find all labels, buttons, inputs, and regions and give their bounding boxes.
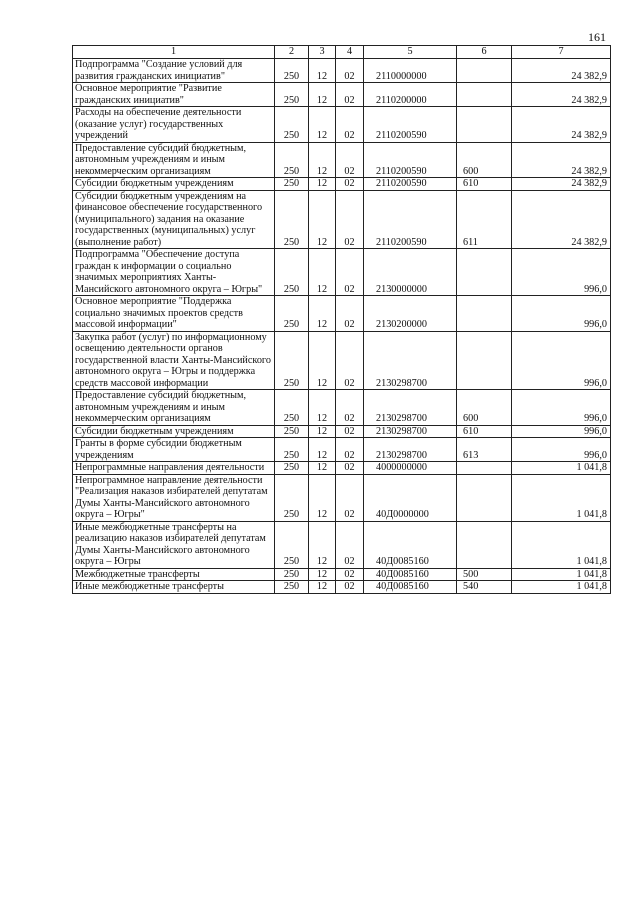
budget-table	[72, 45, 611, 594]
admin-code-cell: 250	[275, 59, 309, 83]
target-article-cell: 2130298700	[364, 331, 457, 390]
subsection-cell: 02	[336, 331, 364, 390]
row-name-cell: Предоставление субсидий бюджетным, автономным учреждениям и иным некоммерческим организациям	[73, 390, 275, 426]
expense-type-cell: 610	[457, 425, 512, 438]
subsection-cell: 02	[336, 438, 364, 462]
expense-type-cell	[457, 296, 512, 332]
row-name-cell: Субсидии бюджетным учреждениям	[73, 425, 275, 438]
admin-code-cell: 250	[275, 107, 309, 143]
column-header: 1	[73, 46, 275, 59]
row-name-cell: Основное мероприятие "Поддержка социально значимых проектов средств массовой информации"	[73, 296, 275, 332]
target-article-cell: 2130298700	[364, 425, 457, 438]
amount-cell: 24 382,9	[512, 190, 611, 249]
admin-code-cell: 250	[275, 425, 309, 438]
section-cell: 12	[309, 474, 336, 521]
table-row	[73, 390, 611, 426]
section-cell: 12	[309, 190, 336, 249]
target-article-cell: 2110200590	[364, 107, 457, 143]
target-article-cell: 2130200000	[364, 296, 457, 332]
column-header: 4	[336, 46, 364, 59]
table-row	[73, 581, 611, 594]
row-name-cell: Иные межбюджетные трансферты	[73, 581, 275, 594]
target-article-cell: 2110200000	[364, 83, 457, 107]
amount-cell: 24 382,9	[512, 59, 611, 83]
expense-type-cell	[457, 83, 512, 107]
target-article-cell: 40Д0000000	[364, 474, 457, 521]
column-header: 5	[364, 46, 457, 59]
table-row	[73, 296, 611, 332]
table-row	[73, 83, 611, 107]
subsection-cell: 02	[336, 425, 364, 438]
amount-cell: 1 041,8	[512, 462, 611, 475]
subsection-cell: 02	[336, 249, 364, 296]
row-name-cell: Подпрограмма "Обеспечение доступа граждан к информации о социально значимых мероприятиях Ханты-Мансийского автономного округа – Югры"	[73, 249, 275, 296]
row-name-cell: Предоставление субсидий бюджетным, автономным учреждениям и иным некоммерческим организациям	[73, 142, 275, 178]
expense-type-cell	[457, 107, 512, 143]
table-row	[73, 107, 611, 143]
table-row	[73, 178, 611, 191]
target-article-cell: 40Д0085160	[364, 568, 457, 581]
row-name-cell: Основное мероприятие "Развитие гражданских инициатив"	[73, 83, 275, 107]
row-name-cell: Субсидии бюджетным учреждениям на финансовое обеспечение государственного (муниципального) задания на оказание государственных (муниципальных) услуг (выполнение работ)	[73, 190, 275, 249]
amount-cell: 1 041,8	[512, 474, 611, 521]
admin-code-cell: 250	[275, 331, 309, 390]
expense-type-cell	[457, 462, 512, 475]
target-article-cell: 40Д0085160	[364, 521, 457, 568]
subsection-cell: 02	[336, 59, 364, 83]
target-article-cell: 40Д0085160	[364, 581, 457, 594]
section-cell: 12	[309, 59, 336, 83]
section-cell: 12	[309, 142, 336, 178]
column-header: 2	[275, 46, 309, 59]
table-row	[73, 568, 611, 581]
target-article-cell: 2110200590	[364, 190, 457, 249]
expense-type-cell	[457, 521, 512, 568]
row-name-cell: Субсидии бюджетным учреждениям	[73, 178, 275, 191]
target-article-cell: 2110200590	[364, 178, 457, 191]
expense-type-cell	[457, 474, 512, 521]
amount-cell: 996,0	[512, 331, 611, 390]
admin-code-cell: 250	[275, 249, 309, 296]
admin-code-cell: 250	[275, 521, 309, 568]
admin-code-cell: 250	[275, 438, 309, 462]
amount-cell: 996,0	[512, 390, 611, 426]
amount-cell: 996,0	[512, 296, 611, 332]
target-article-cell: 2110200590	[364, 142, 457, 178]
admin-code-cell: 250	[275, 462, 309, 475]
row-name-cell: Иные межбюджетные трансферты на реализацию наказов избирателей депутатам Думы Ханты-Мансийского автономного округа – Югры	[73, 521, 275, 568]
table-row	[73, 462, 611, 475]
page-number: 161	[588, 30, 606, 44]
expense-type-cell: 613	[457, 438, 512, 462]
amount-cell: 24 382,9	[512, 142, 611, 178]
row-name-cell: Подпрограмма "Создание условий для развития гражданских инициатив"	[73, 59, 275, 83]
subsection-cell: 02	[336, 190, 364, 249]
amount-cell: 1 041,8	[512, 521, 611, 568]
section-cell: 12	[309, 438, 336, 462]
row-name-cell: Закупка работ (услуг) по информационному освещению деятельности органов государственной власти Ханты-Мансийского автономного округа – Югры и поддержка средств массовой информации	[73, 331, 275, 390]
amount-cell: 996,0	[512, 438, 611, 462]
table-row	[73, 142, 611, 178]
row-name-cell: Непрограммные направления деятельности	[73, 462, 275, 475]
table-row	[73, 474, 611, 521]
section-cell: 12	[309, 83, 336, 107]
subsection-cell: 02	[336, 462, 364, 475]
expense-type-cell: 500	[457, 568, 512, 581]
table-row	[73, 425, 611, 438]
section-cell: 12	[309, 568, 336, 581]
column-header: 6	[457, 46, 512, 59]
row-name-cell: Непрограммное направление деятельности "Реализация наказов избирателей депутатам Думы Ханты-Мансийского автономного округа – Югры"	[73, 474, 275, 521]
table-row	[73, 249, 611, 296]
expense-type-cell: 600	[457, 142, 512, 178]
section-cell: 12	[309, 331, 336, 390]
table-header-row	[73, 46, 611, 59]
admin-code-cell: 250	[275, 83, 309, 107]
section-cell: 12	[309, 296, 336, 332]
admin-code-cell: 250	[275, 568, 309, 581]
expense-type-cell	[457, 249, 512, 296]
admin-code-cell: 250	[275, 142, 309, 178]
section-cell: 12	[309, 107, 336, 143]
subsection-cell: 02	[336, 142, 364, 178]
row-name-cell: Гранты в форме субсидии бюджетным учреждениям	[73, 438, 275, 462]
subsection-cell: 02	[336, 390, 364, 426]
table-row	[73, 438, 611, 462]
amount-cell: 1 041,8	[512, 581, 611, 594]
expense-type-cell: 611	[457, 190, 512, 249]
subsection-cell: 02	[336, 178, 364, 191]
expense-type-cell	[457, 331, 512, 390]
section-cell: 12	[309, 581, 336, 594]
admin-code-cell: 250	[275, 581, 309, 594]
target-article-cell: 2110000000	[364, 59, 457, 83]
section-cell: 12	[309, 390, 336, 426]
subsection-cell: 02	[336, 107, 364, 143]
subsection-cell: 02	[336, 581, 364, 594]
target-article-cell: 2130000000	[364, 249, 457, 296]
section-cell: 12	[309, 425, 336, 438]
admin-code-cell: 250	[275, 296, 309, 332]
amount-cell: 1 041,8	[512, 568, 611, 581]
table-row	[73, 521, 611, 568]
expense-type-cell: 610	[457, 178, 512, 191]
subsection-cell: 02	[336, 474, 364, 521]
target-article-cell: 4000000000	[364, 462, 457, 475]
subsection-cell: 02	[336, 521, 364, 568]
amount-cell: 24 382,9	[512, 178, 611, 191]
expense-type-cell	[457, 59, 512, 83]
admin-code-cell: 250	[275, 390, 309, 426]
section-cell: 12	[309, 521, 336, 568]
amount-cell: 996,0	[512, 425, 611, 438]
admin-code-cell: 250	[275, 178, 309, 191]
target-article-cell: 2130298700	[364, 438, 457, 462]
amount-cell: 996,0	[512, 249, 611, 296]
target-article-cell: 2130298700	[364, 390, 457, 426]
section-cell: 12	[309, 462, 336, 475]
section-cell: 12	[309, 249, 336, 296]
row-name-cell: Расходы на обеспечение деятельности (оказание услуг) государственных учреждений	[73, 107, 275, 143]
expense-type-cell: 600	[457, 390, 512, 426]
table-row	[73, 190, 611, 249]
admin-code-cell: 250	[275, 190, 309, 249]
amount-cell: 24 382,9	[512, 83, 611, 107]
table-row	[73, 59, 611, 83]
amount-cell: 24 382,9	[512, 107, 611, 143]
expense-type-cell: 540	[457, 581, 512, 594]
row-name-cell: Межбюджетные трансферты	[73, 568, 275, 581]
section-cell: 12	[309, 178, 336, 191]
column-header: 3	[309, 46, 336, 59]
subsection-cell: 02	[336, 296, 364, 332]
subsection-cell: 02	[336, 568, 364, 581]
table-row	[73, 331, 611, 390]
subsection-cell: 02	[336, 83, 364, 107]
column-header: 7	[512, 46, 611, 59]
admin-code-cell: 250	[275, 474, 309, 521]
